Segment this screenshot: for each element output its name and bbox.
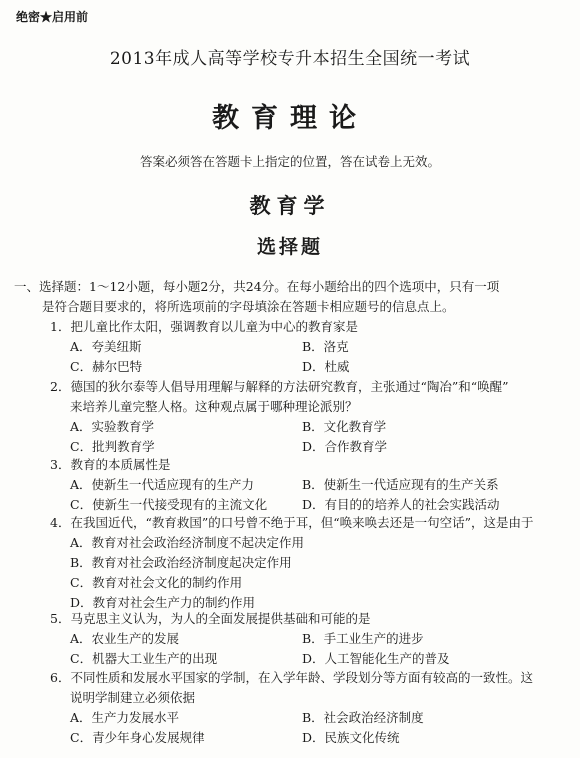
option-c: C．青少年身心发展规律 <box>70 730 205 745</box>
option-b: B．文化教育学 <box>302 419 387 434</box>
option-b: B．教育对社会政治经济制度起决定作用 <box>70 555 292 570</box>
section-instructions-line1: 一、选择题：1～12小题，每小题2分，共24分。在每小题给出的四个选项中，只有一项 <box>14 279 500 294</box>
question-stem: 4．在我国近代，“教育救国”的口号曾不绝于耳，但“唤来唤去还是一句空话”，这是由于 <box>50 515 534 530</box>
option-c: C．机器大工业生产的出现 <box>70 651 218 666</box>
section-instructions <box>14 277 570 317</box>
option-c: C．使新生一代接受现有的主流文化 <box>70 497 268 512</box>
option-a: A．教育对社会政治经济制度不起决定作用 <box>70 535 305 550</box>
question-stem: 2．德国的狄尔泰等人倡导用理解与解释的方法研究教育，主张通过“陶冶”和“唤醒” <box>50 379 509 394</box>
option-a: A．夸美纽斯 <box>70 339 142 354</box>
answer-notice: 答案必须答在答题卡上指定的位置，答在试卷上无效。 <box>139 154 440 169</box>
option-d: D．教育对社会生产力的制约作用 <box>70 595 256 610</box>
question-stem: 3．教育的本质属性是 <box>50 457 171 472</box>
question-2 <box>50 377 562 457</box>
question-4 <box>50 513 562 613</box>
options-list <box>50 533 562 613</box>
option-d: D．人工智能化生产的普及 <box>302 651 450 666</box>
option-a: A．农业生产的发展 <box>70 631 180 646</box>
option-d: D．合作教育学 <box>302 439 388 454</box>
option-c: C．批判教育学 <box>70 439 155 454</box>
options-grid <box>50 708 562 748</box>
options-grid <box>50 629 562 669</box>
option-d: D．有目的的培养人的社会实践活动 <box>302 497 500 512</box>
option-a: A．生产力发展水平 <box>70 710 180 725</box>
question-type-title: 选择题 <box>256 236 323 258</box>
option-d: D．杜威 <box>302 359 350 374</box>
question-stem: 6．不同性质和发展水平国家的学制，在入学年龄、学段划分等方面有较高的一致性。这 <box>50 670 533 685</box>
option-b: B．社会政治经济制度 <box>302 710 424 725</box>
option-a: A．使新生一代适应现有的生产力 <box>70 477 255 492</box>
question-1 <box>50 317 562 377</box>
confidential-mark: 绝密★启用前 <box>16 10 89 24</box>
options-grid <box>50 475 562 515</box>
option-c: C．教育对社会文化的制约作用 <box>70 575 243 590</box>
part-title: 教育学 <box>249 193 331 218</box>
options-grid <box>50 417 562 457</box>
question-5 <box>50 609 562 669</box>
options-grid <box>50 337 562 377</box>
question-stem: 1．把儿童比作太阳，强调教育以儿童为中心的教育家是 <box>50 319 358 334</box>
question-stem-continued: 来培养儿童完整人格。这种观点属于哪种理论派别？ <box>70 399 358 414</box>
question-3 <box>50 455 562 515</box>
option-d: D．民族文化传统 <box>302 730 400 745</box>
option-c: C．赫尔巴特 <box>70 359 143 374</box>
section-instructions-line2: 是符合题目要求的，将所选项前的字母填涂在答题卡相应题号的信息点上。 <box>42 299 455 314</box>
option-a: A．实验教育学 <box>70 419 155 434</box>
exam-title: 2013年成人高等学校专升本招生全国统一考试 <box>109 49 471 69</box>
question-stem-continued: 说明学制建立必须依据 <box>70 690 196 705</box>
subject-title: 教育理论 <box>212 103 368 134</box>
question-6 <box>50 668 562 748</box>
option-b: B．洛克 <box>302 339 349 354</box>
option-b: B．使新生一代适应现有的生产关系 <box>302 477 499 492</box>
question-stem: 5．马克思主义认为，为人的全面发展提供基础和可能的是 <box>50 611 371 626</box>
option-b: B．手工业生产的进步 <box>302 631 424 646</box>
